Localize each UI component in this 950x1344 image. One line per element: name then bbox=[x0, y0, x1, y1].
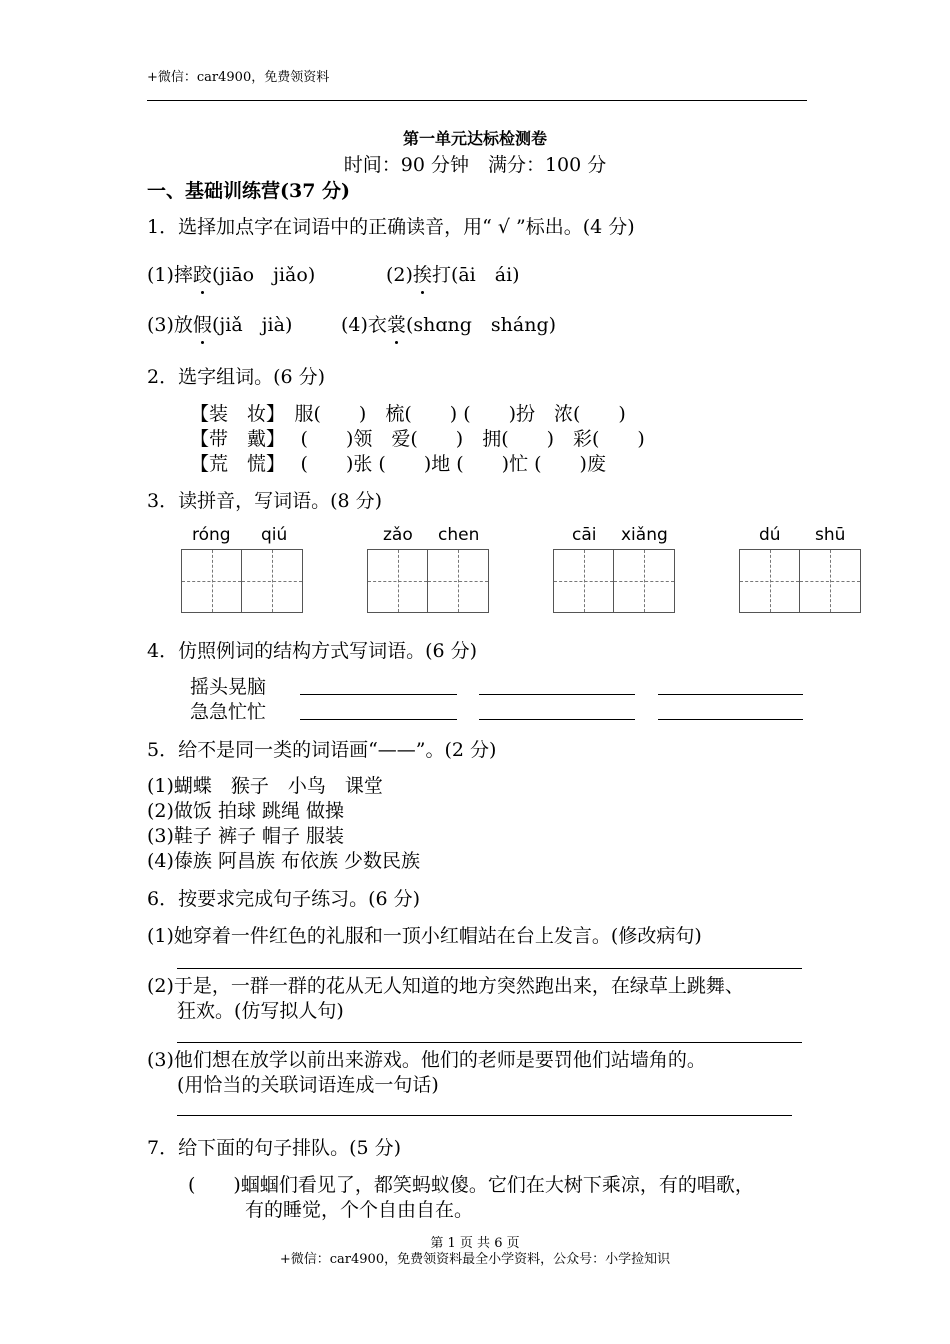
grid-cell[interactable] bbox=[800, 550, 860, 612]
answer-line[interactable] bbox=[479, 694, 635, 695]
answer-line[interactable] bbox=[177, 1042, 802, 1043]
q2-row-3: 【荒 慌】 ( )张 ( )地 ( )忙 ( )废 bbox=[190, 453, 606, 475]
q5-line-3: (3)鞋子 裤子 帽子 服装 bbox=[147, 825, 345, 847]
writing-grid[interactable] bbox=[367, 549, 489, 613]
q1-item-3: (3)放假(jiǎ jià) bbox=[147, 310, 292, 337]
grid-cell[interactable] bbox=[242, 550, 302, 612]
q5-line-2: (2)做饭 拍球 跳绳 做操 bbox=[147, 800, 345, 822]
grid-cell[interactable] bbox=[614, 550, 674, 612]
writing-grid[interactable] bbox=[181, 549, 303, 613]
emphasis-dot-char: 假 bbox=[193, 310, 212, 337]
answer-line[interactable] bbox=[177, 968, 802, 969]
answer-line[interactable] bbox=[479, 719, 635, 720]
answer-line[interactable] bbox=[658, 719, 803, 720]
question-1-prompt: 1．选择加点字在词语中的正确读音，用“ √ ”标出。(4 分) bbox=[147, 216, 635, 238]
header-rule bbox=[147, 100, 807, 101]
q2-row-2: 【带 戴】 ( )领 爱( ) 拥( ) 彩( ) bbox=[190, 428, 645, 450]
answer-line[interactable] bbox=[300, 719, 457, 720]
footer-note: +微信：car4900，免费领资料最全小学资料，公众号：小学捡知识 bbox=[279, 1252, 671, 1267]
q5-line-4: (4)傣族 阿昌族 布依族 少数民族 bbox=[147, 850, 421, 872]
emphasis-dot-char: 跤 bbox=[193, 260, 212, 287]
answer-line[interactable] bbox=[177, 1115, 792, 1116]
q7-line-1: ( )蝈蝈们看见了，都笑蚂蚁傻。它们在大树下乘凉，有的唱歌， bbox=[188, 1174, 754, 1196]
question-6-prompt: 6．按要求完成句子练习。(6 分) bbox=[147, 888, 421, 910]
question-4-prompt: 4．仿照例词的结构方式写词语。(6 分) bbox=[147, 640, 478, 662]
section-heading: 一、基础训练营(37 分) bbox=[147, 180, 351, 202]
q1-item-4: (4)衣裳(shɑng sháng) bbox=[341, 310, 556, 337]
writing-grid[interactable] bbox=[739, 549, 861, 613]
grid-cell[interactable] bbox=[368, 550, 428, 612]
emphasis-dot-char: 挨 bbox=[413, 260, 432, 287]
q1-item-2: (2)挨打(āi ái) bbox=[386, 260, 520, 287]
question-2-prompt: 2．选字组词。(6 分) bbox=[147, 366, 326, 388]
q6-sentence-1: (1)她穿着一件红色的礼服和一顶小红帽站在台上发言。(修改病句) bbox=[147, 925, 702, 947]
q6-sentence-3b: (用恰当的关联词语连成一句话) bbox=[177, 1074, 439, 1096]
answer-line[interactable] bbox=[300, 694, 457, 695]
question-3-prompt: 3．读拼音，写词语。(8 分) bbox=[147, 490, 383, 512]
question-5-prompt: 5．给不是同一类的词语画“——”。(2 分) bbox=[147, 739, 497, 761]
grid-cell[interactable] bbox=[740, 550, 800, 612]
pinyin-label: róng bbox=[192, 525, 231, 545]
pinyin-label: xiǎng bbox=[621, 525, 668, 545]
q6-sentence-3a: (3)他们想在放学以前出来游戏。他们的老师是要罚他们站墙角的。 bbox=[147, 1049, 706, 1071]
pinyin-label: dú bbox=[759, 525, 781, 545]
q5-line-1: (1)蝴蝶 猴子 小鸟 课堂 bbox=[147, 775, 383, 797]
q6-sentence-2b: 狂欢。(仿写拟人句) bbox=[177, 1000, 344, 1022]
q1-item-1: (1)摔跤(jiāo jiǎo) bbox=[147, 260, 315, 287]
writing-grid[interactable] bbox=[553, 549, 675, 613]
question-7-prompt: 7．给下面的句子排队。(5 分) bbox=[147, 1137, 402, 1159]
header-note: +微信：car4900，免费领资料 bbox=[147, 70, 330, 85]
grid-cell[interactable] bbox=[182, 550, 242, 612]
page-subtitle: 时间：90 分钟 满分：100 分 bbox=[343, 154, 607, 176]
q7-line-2: 有的睡觉，个个自由自在。 bbox=[245, 1199, 474, 1221]
pinyin-label: qiú bbox=[261, 525, 288, 545]
pinyin-label: zǎo bbox=[383, 525, 413, 545]
pinyin-label: chen bbox=[438, 525, 480, 545]
q4-example-2: 急急忙忙 bbox=[190, 701, 267, 723]
grid-cell[interactable] bbox=[554, 550, 614, 612]
answer-line[interactable] bbox=[658, 694, 803, 695]
emphasis-dot-char: 裳 bbox=[387, 310, 406, 337]
q4-example-1: 摇头晃脑 bbox=[190, 676, 267, 698]
page-number: 第 1 页 共 6 页 bbox=[430, 1236, 520, 1251]
pinyin-label: cāi bbox=[572, 525, 597, 545]
q6-sentence-2a: (2)于是，一群一群的花从无人知道的地方突然跑出来，在绿草上跳舞、 bbox=[147, 975, 744, 997]
q2-row-1: 【装 妆】 服( ) 梳( ) ( )扮 浓( ) bbox=[190, 403, 626, 425]
pinyin-label: shū bbox=[815, 525, 846, 545]
grid-cell[interactable] bbox=[428, 550, 488, 612]
page-title: 第一单元达标检测卷 bbox=[402, 129, 547, 148]
